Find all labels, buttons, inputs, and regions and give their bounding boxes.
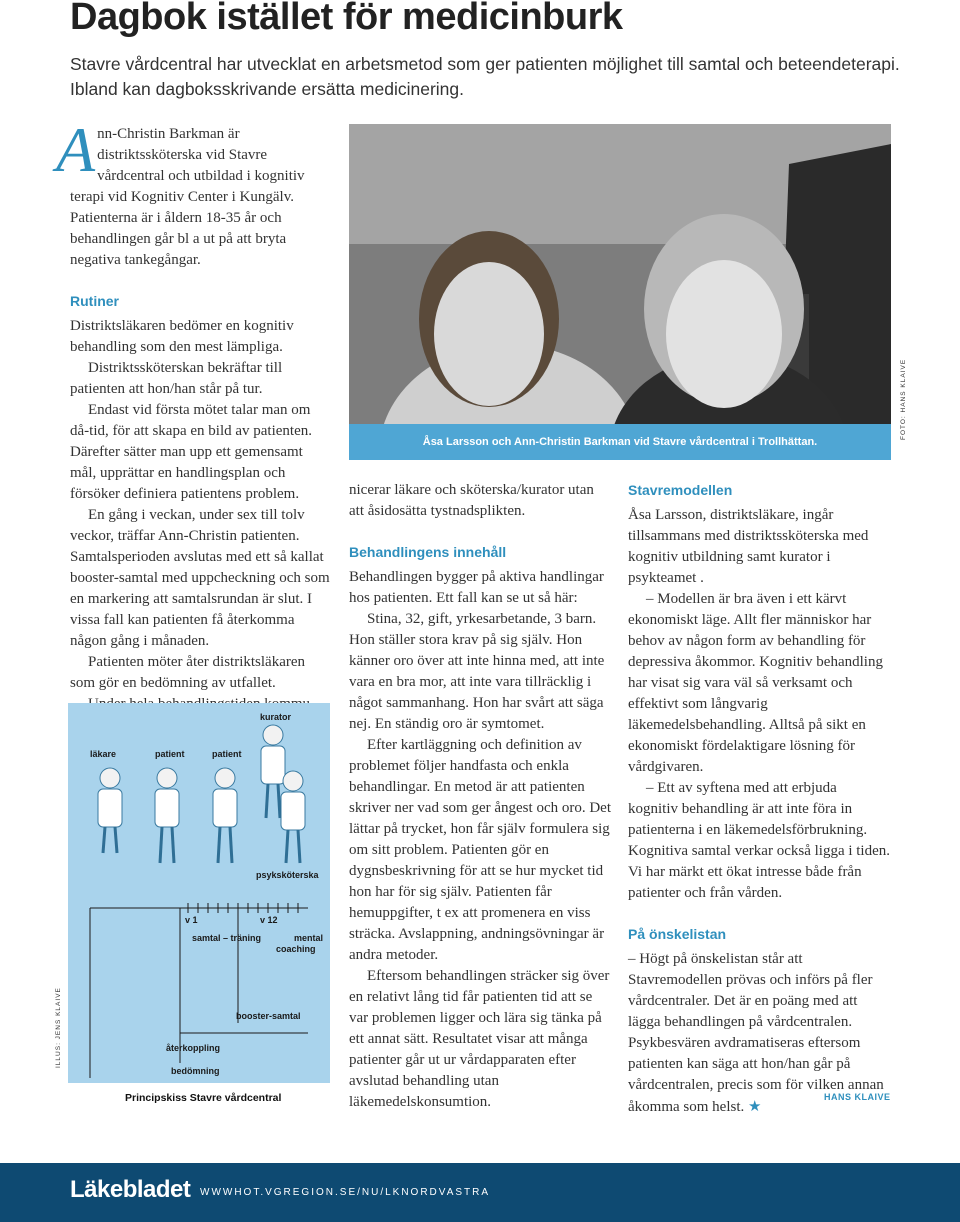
body-paragraph: – Högt på önskelistan står att Stavremodellen prövas och införs på fler vårdcentraler. Det är en poäng med att lägga behandlingen på vårdcentralen. Psykbesvären avdramatiseras eftersom patienten kan säga att hon/han går på vårdcentralen, precis som för vilken annan åkomma som helst. ★ <box>628 951 884 1115</box>
byline: HANS KLAIVE <box>824 1092 891 1102</box>
body-paragraph: Behandlingen bygger på aktiva handlingar hos patienten. Ett fall kan se ut så här: <box>349 569 604 606</box>
body-paragraph: – Modellen är bra även i ett kärvt ekonomiskt läge. Allt fler människor har behov av någon form av behandling för depressiva åkommor. Kognitiv behandling har visat sig vara väl så verksamt och effektivt som långvarig läkemedelsbehandling. Alltså på sikt en ekonomiskt fördelaktigare lösning för vårdgivaren. <box>628 591 883 775</box>
body-paragraph: nicerar läkare och sköterska/kurator utan att åsidosätta tystnadsplikten. <box>349 482 594 519</box>
label-patient: patient <box>212 749 242 759</box>
column-1 <box>56 114 332 715</box>
label-aterkoppling: återkoppling <box>166 1043 221 1053</box>
section-heading-rutiner: Rutiner <box>70 293 119 309</box>
label-bedomning: bedömning <box>171 1066 220 1076</box>
label-v12: v 12 <box>260 915 278 925</box>
lede: Stavre vårdcentral har utvecklat en arbetsmetod som ger patienten möjlighet till samtal och beteendeterapi. Ibland kan dagboksskrivande ersätta medicinering. <box>70 54 900 99</box>
section-heading-innehall: Behandlingens innehåll <box>349 544 507 560</box>
label-v1: v 1 <box>185 915 198 925</box>
portrait-photo <box>349 124 891 460</box>
column-3 <box>628 480 890 1118</box>
body-paragraph: Distriktsläkaren bedömer en kognitiv behandling som den mest lämpliga. <box>70 318 294 355</box>
label-booster: booster-samtal <box>236 1011 301 1021</box>
body-paragraph: Endast vid första mötet talar man om då-tid, för att skapa en bild av patienten. Därefter sätter man upp ett gemensamt mål, upprättar en handlingsplan och försöker definiera patientens problem. <box>70 402 312 502</box>
label-mental: mental <box>294 933 324 943</box>
body-paragraph: En gång i veckan, under sex till tolv veckor, träffar Ann-Christin patienten. Samtalsperioden avslutas med ett så kallat booster-samtal med uppcheckning och som en markering att samtalsrundan är slut. I vissa fall kan patienten få återkomma någon gång i månaden. <box>70 507 330 649</box>
label-coaching: coaching <box>276 944 316 954</box>
photo-caption: Åsa Larsson och Ann-Christin Barkman vid Stavre vårdcentral i Trollhättan. <box>349 424 891 460</box>
label-psykskoterska: psyksköterska <box>256 870 319 880</box>
headline: Dagbok istället för medicinburk <box>70 0 623 38</box>
treatment-diagram <box>68 703 330 1083</box>
column-2 <box>349 480 611 1113</box>
diagram-credit: ILLUS: JENS KLAIVE <box>55 987 62 1068</box>
section-heading-onskelistan: På önskelistan <box>628 926 727 942</box>
end-mark-icon: ★ <box>748 1097 762 1115</box>
section-heading-stavremodellen: Stavremodellen <box>628 482 733 498</box>
diagram-title: Principskiss Stavre vårdcentral <box>125 1092 282 1104</box>
label-patient: patient <box>155 749 185 759</box>
body-paragraph: Stina, 32, gift, yrkesarbetande, 3 barn. Hon ställer stora krav på sig själv. Hon känner oro över att inte hinna med, att inte vara en bra mor, att inte vara tillräcklig i något sammanhang. Hon har svårt att säga nej. En ständig oro är symtomet. <box>349 611 605 732</box>
body-paragraph: – Ett av syftena med att erbjuda kognitiv behandling är att inte föra in patienterna i en läkemedelsförbrukning. Kognitiva samtal verkar också ligga i tiden. Vi har märkt ett ökat intresse både från patienter och från vården. <box>628 780 891 901</box>
label-samtal: samtal – träning <box>192 933 262 943</box>
body-paragraph: Patienten möter åter distriktsläkaren som gör en bedömning av utfallet. <box>70 654 306 691</box>
intro-paragraph: Ann-Christin Barkman är distriktssköterska vid Stavre vårdcentral och utbildad i kognitiv terapi vid Kognitiv Center i Kungälv. Patienterna är i åldern 18-35 år och behandlingen går bl a ut på att bryta negativa tankegångar. <box>56 114 305 268</box>
label-lakare: läkare <box>90 749 117 759</box>
body-paragraph: Distriktssköterskan bekräftar till patienten att hon/han står på tur. <box>70 360 283 397</box>
body-paragraph: Efter kartläggning och definition av problemet följer handfasta och enkla behandlingar. En metod är att patienten skriver ner vad som ger ångest och oro. Det lättar på trycket, hon får själv formulera sig om sitt problem. Patienten gör en dygnsbeskrivning för att se hur mycket tid hon har för sig själv. Patienten får hemuppgifter, t ex att promenera en viss sträcka. Avslappning, andningsövningar är andra metoder. <box>349 737 612 963</box>
footer-url[interactable]: WWWHOT.VGREGION.SE/NU/LKNORDVASTRA <box>200 1187 491 1198</box>
drop-cap: A <box>56 114 96 185</box>
label-kurator: kurator <box>260 712 292 722</box>
body-paragraph: Åsa Larsson, distriktsläkare, ingår tillsammans med distriktssköterska med kognitiv utbildning samt kurator i psykteamet . <box>628 507 869 586</box>
photo-credit: FOTO: HANS KLAIVE <box>900 358 907 440</box>
logo: Läkebladet <box>70 1176 191 1203</box>
body-paragraph: Eftersom behandlingen sträcker sig över en relativt lång tid får patienten tid att se var problemen ligger och lära sig tänka på ett annat sätt. Resultatet visar att många patienter går ut ur vårdapparaten efter avslutad behandling utan läkemedelskonsumtion. <box>349 968 610 1110</box>
